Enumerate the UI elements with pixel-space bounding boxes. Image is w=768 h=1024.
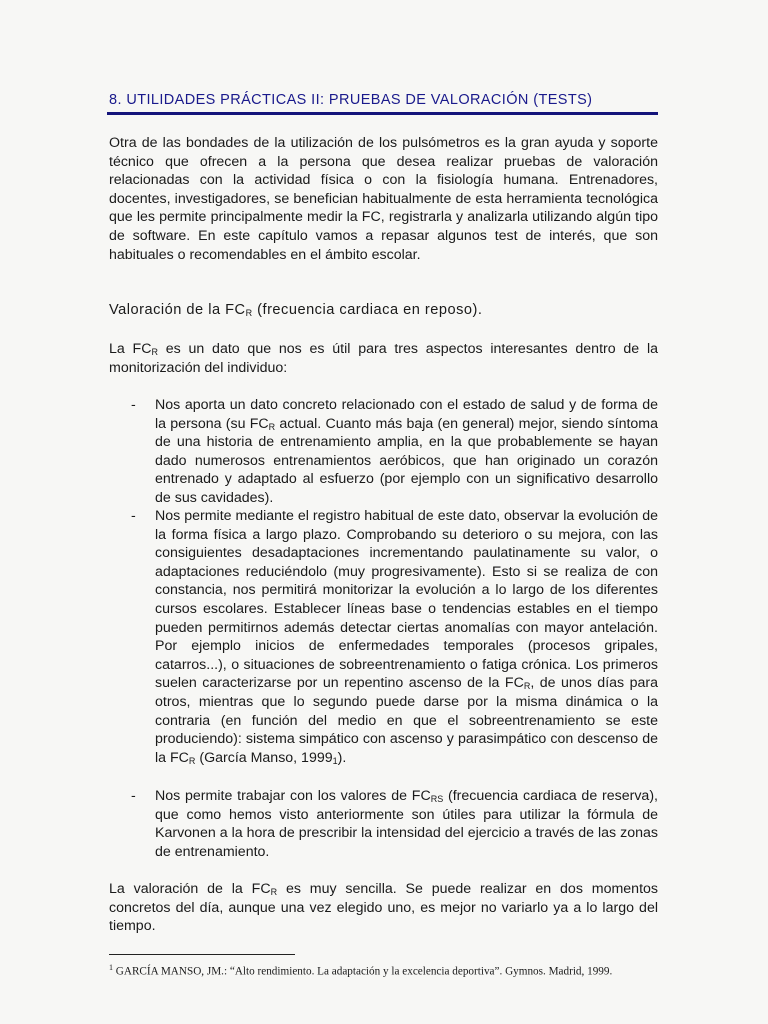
- chapter-title: 8. UTILIDADES PRÁCTICAS II: PRUEBAS DE VALORACIÓN (TESTS): [109, 92, 593, 108]
- list-item-text: [155, 396, 658, 508]
- section-heading-subscript: R: [245, 308, 253, 318]
- list-item-text: [155, 507, 658, 767]
- b3-subscript: RS: [430, 794, 444, 804]
- section-heading: [109, 302, 482, 318]
- b2-subscript: R: [523, 681, 531, 692]
- b1-text: Nos aporta un dato concreto relacionado con el estado de salud y de forma de la persona (su FC: [155, 397, 658, 432]
- para2-text: La valoración de la FC: [109, 881, 271, 897]
- paragraph-fcr-valoracion: [109, 880, 658, 936]
- b2-text-end: ).: [337, 749, 347, 766]
- intro-paragraph: Otra de las bondades de la utilización de los pulsómetros es la gran ayuda y soporte técnico que ofrecen a la persona que desea realizar pruebas de valoración relacionadas con la actividad física o con la fisiología humana. Entrenadores, docentes, investigadores, se benefician habitualmente de esta herramienta tecnológica que les permite principalmente medir la FC, registrarla y analizarla utilizando algún tipo de software. En este capítulo vamos a repasar algunos test de interés, que son habituales o recomendables en el ámbito escolar.: [109, 135, 658, 263]
- section-heading-text-end: (frecuencia cardiaca en reposo).: [252, 302, 483, 318]
- bullet-dash: -: [131, 508, 136, 524]
- para1-text: La FC: [109, 341, 152, 357]
- b2-reference: (García Manso, 1999: [195, 749, 333, 766]
- section-heading-text: Valoración de la FC: [109, 302, 246, 318]
- paragraph-fcr-intro: [109, 340, 658, 377]
- bullet-dash: -: [131, 397, 136, 413]
- para2-text-end: es muy sencilla. Se puede realizar en dos momentos concretos del día, aunque una vez elegido uno, es mejor no variarlo ya a lo largo del tiempo.: [109, 881, 659, 935]
- footnote-mark: 1: [109, 963, 113, 972]
- footnote-text: GARCÍA MANSO, JM.: “Alto rendimiento. La adaptación y la excelencia deportiva”. Gymnos. Madrid, 1999.: [113, 965, 613, 978]
- b1-text-end: actual. Cuanto más baja (en general) mejor, siendo síntoma de una historia de entrenamiento amplia, en la que probablemente se hayan dado numerosos entrenamientos aeróbicos, que han originado un corazón entrenado y adaptado al esfuerzo (por ejemplo con un significativo desarrollo de sus cavidades).: [155, 415, 658, 506]
- para1-text-end: es un dato que nos es útil para tres aspectos interesantes dentro de la monitorización del individuo:: [109, 341, 658, 376]
- b2-subscript-2: R: [188, 755, 196, 766]
- b2-text: Nos permite mediante el registro habitual de este dato, observar la evolución de la forma física a largo plazo. Comprobando su deterioro o su mejora, con las consiguientes desadaptaciones incrementando paulatinamente su valor, o adaptaciones reduciéndolo (muy progresivamente). Esto si se realiza de con constancia, nos permitirá monitorizar la evolución a lo largo de los diferentes cursos escolares. Establecer líneas base o tendencias estables en el tiempo pueden permitirnos además detectar ciertas anomalías con mayor antelación. Por ejemplo inicios de enfermedades temporales (procesos gripales, catarros...), o situaciones de sobreentrenamiento o fatiga crónica. Los primeros suelen caracterizarse por un repentino ascenso de la FC: [155, 508, 658, 692]
- para1-subscript: R: [151, 347, 158, 357]
- b1-subscript: R: [268, 421, 276, 432]
- b2-text-mid: , de unos días para otros, mientras que lo segundo puede darse por la misma dinámica o la contraria (en función del medio en que el sobreentrenamiento se este produciendo): sistema simpático con ascenso y parasimpático con descenso de la FC: [155, 675, 658, 766]
- para2-subscript: R: [270, 887, 278, 897]
- list-item-text: [155, 787, 658, 861]
- footnote: [109, 960, 658, 980]
- bullet-dash: -: [131, 788, 136, 804]
- b3-text: Nos permite trabajar con los valores de FC: [155, 788, 431, 804]
- footnote-reference: 1: [332, 755, 338, 766]
- b3-text-end: (frecuencia cardiaca de reserva), que como hemos visto anteriormente son útiles para utilizar la fórmula de Karvonen a la hora de prescribir la intensidad del ejercicio a través de las zonas de entrenamiento.: [155, 788, 658, 860]
- footnote-separator: [109, 954, 295, 955]
- title-underline: [107, 112, 658, 115]
